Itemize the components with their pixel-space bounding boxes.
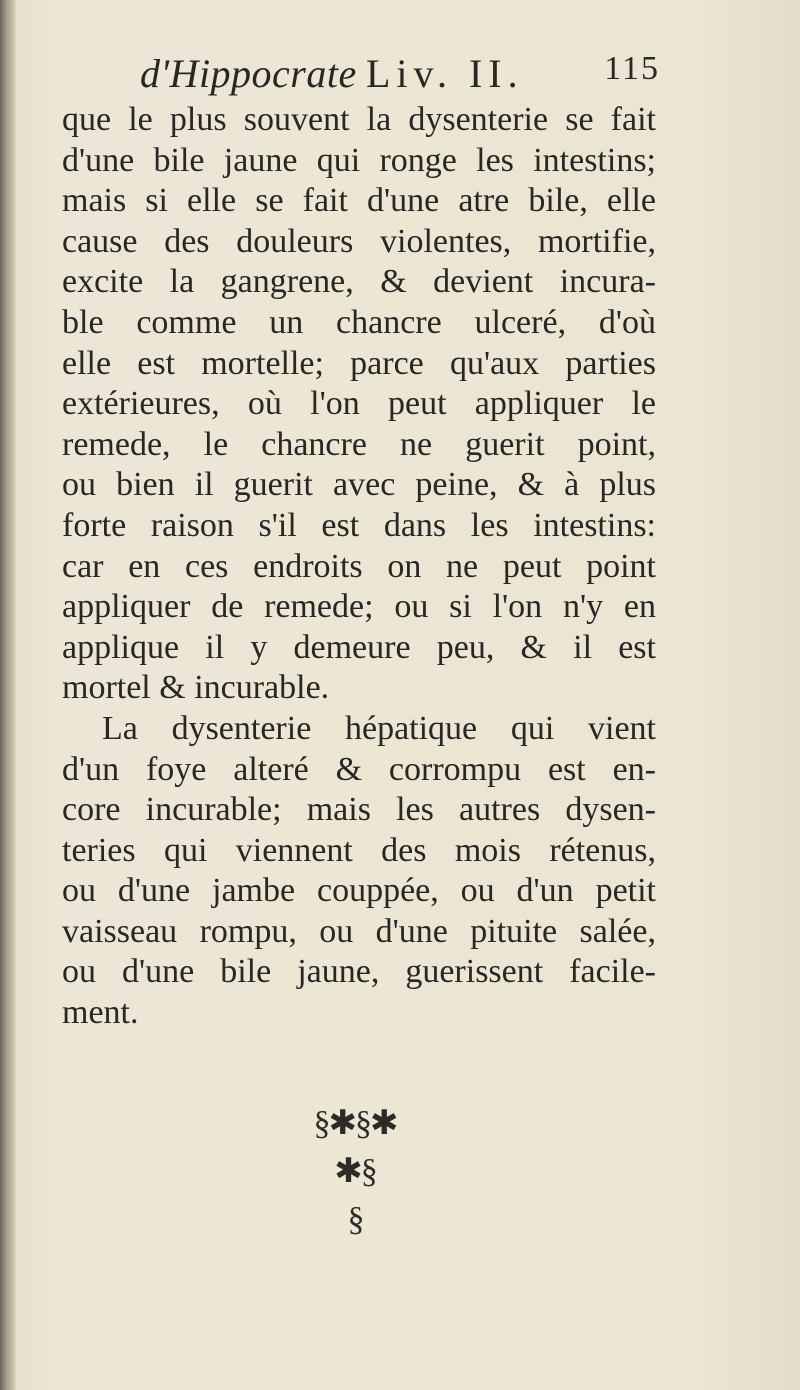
ornament-row: § xyxy=(347,1201,363,1238)
book-reference: Liv. II. xyxy=(366,51,524,96)
text-line: cause des douleurs violentes, mortifie, xyxy=(62,222,656,260)
text-line: ble comme un chancre ulceré, d'où xyxy=(62,303,656,341)
text-line: d'un foye alteré & corrompu est en- xyxy=(62,750,656,788)
text-line: mortel & incurable. xyxy=(62,669,330,707)
running-header xyxy=(140,50,660,106)
text-line: excite la gangrene, & devient incura- xyxy=(62,263,656,301)
text-line: d'une bile jaune qui ronge les intestins; xyxy=(62,141,656,179)
running-title: d'Hippocrate xyxy=(140,51,357,96)
text-line: extérieures, où l'on peut appliquer le xyxy=(62,385,656,423)
text-line: elle est mortelle; parce qu'aux parties xyxy=(62,344,656,382)
text-line: ment. xyxy=(62,994,139,1032)
body-text xyxy=(62,100,656,1034)
text-line: car en ces endroits on ne peut point xyxy=(62,547,656,585)
text-line: La dysenterie hépatique qui vient xyxy=(102,709,656,747)
ornament-row: ✱§ xyxy=(334,1153,376,1190)
text-line: remede, le chancre ne guerit point, xyxy=(62,425,656,463)
text-line: que le plus souvent la dysenterie se fait xyxy=(62,101,656,138)
text-line: forte raison s'il est dans les intestins: xyxy=(62,506,656,544)
text-line: core incurable; mais les autres dysen- xyxy=(62,791,656,829)
text-line: ou bien il guerit avec peine, & à plus xyxy=(62,466,656,504)
text-line: ou d'une bile jaune, guerissent facile- xyxy=(62,953,656,991)
page-number: 115 xyxy=(604,50,660,87)
text-line: vaisseau rompu, ou d'une pituite salée, xyxy=(62,912,656,950)
text-line: applique il y demeure peu, & il est xyxy=(62,628,656,666)
text-line: mais si elle se fait d'une atre bile, elle xyxy=(62,182,656,220)
ornament-row: §✱§✱ xyxy=(313,1105,397,1142)
tailpiece-ornament xyxy=(300,1100,410,1250)
text-line: teries qui viennent des mois rétenus, xyxy=(62,831,656,869)
text-line: ou d'une jambe couppée, ou d'un petit xyxy=(62,872,656,910)
text-line: appliquer de remede; ou si l'on n'y en xyxy=(62,588,656,626)
page-gutter xyxy=(0,0,16,1390)
